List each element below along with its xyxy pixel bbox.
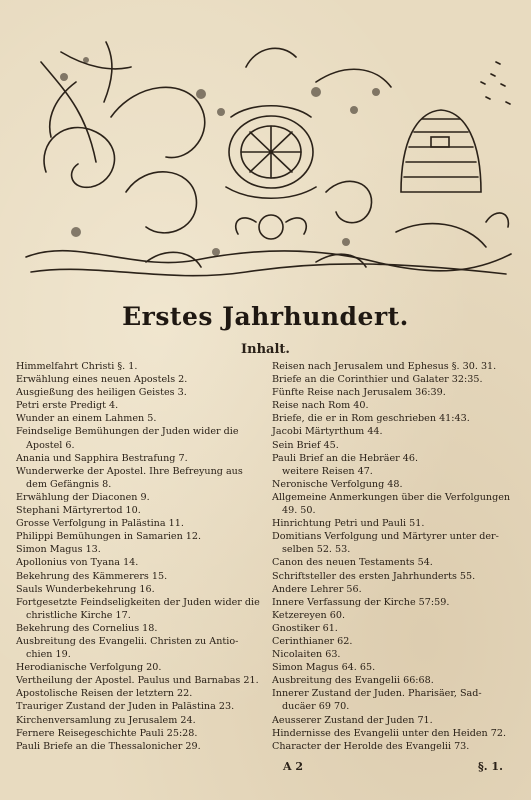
toc-entry: Ausgießung des heiligen Geistes 3. (16, 387, 187, 399)
toc-entry: Briefe, die er in Rom geschrieben 41:43. (272, 413, 470, 425)
toc-entry: Hinrichtung Petri und Pauli 51. (272, 518, 425, 530)
toc-entry: Innerer Zustand der Juden. Pharisäer, Sad- (272, 688, 482, 700)
toc-entry: Erwählung der Diaconen 9. (16, 491, 150, 503)
toc-entry: Simon Magus 64. 65. (272, 662, 376, 674)
toc-entry: Trauriger Zustand der Juden in Palästina 23. (16, 701, 235, 713)
ornamental-vignette-icon (16, 22, 516, 284)
page-footer (0, 760, 531, 776)
toc-entry-continuation: christliche Kirche 17. (26, 609, 131, 621)
toc-entry: Fortgesetzte Feindseligkeiten der Juden wider die (16, 596, 260, 608)
toc-entry: Ausbreitung des Evangelii. Christen zu Antio- (16, 635, 239, 647)
toc-entry: Fernere Reisegeschichte Pauli 25:28. (16, 727, 198, 739)
toc-entry: Schriftsteller des ersten Jahrhunderts 55. (272, 570, 476, 582)
toc-entry: Philippi Bemühungen in Samarien 12. (16, 531, 202, 543)
toc-entry-continuation: Apostel 6. (26, 439, 75, 451)
toc-entry: Jacobi Märtyrthum 44. (272, 426, 383, 438)
toc-entry: Fünfte Reise nach Jerusalem 36:39. (272, 387, 446, 399)
toc-entry: Petri erste Predigt 4. (16, 400, 119, 412)
toc-entry: Character der Herolde des Evangelii 73. (272, 740, 470, 752)
toc-entry: Wunderwerke der Apostel. Ihre Befreyung aus (16, 465, 243, 477)
toc-entry: Briefe an die Corinthier und Galater 32:35. (272, 374, 483, 386)
toc-entry: Sein Brief 45. (272, 439, 339, 451)
toc-entry: Stephani Märtyrertod 10. (16, 505, 141, 517)
toc-entry: Bekehrung des Cornelius 18. (16, 622, 158, 634)
toc-entry: Cerinthianer 62. (272, 635, 353, 647)
toc-entry: Domitians Verfolgung und Märtyrer unter der- (272, 531, 499, 543)
toc-entry: Reise nach Rom 40. (272, 400, 369, 412)
toc-entry: Erwählung eines neuen Apostels 2. (16, 374, 188, 386)
toc-entry: Feindselige Bemühungen der Juden wider die (16, 426, 239, 438)
toc-entry: Simon Magus 13. (16, 544, 101, 556)
toc-entry: Himmelfahrt Christi §. 1. (16, 361, 138, 372)
toc-entry: Herodianische Verfolgung 20. (16, 662, 162, 674)
toc-entry: Ausbreitung des Evangelii 66:68. (272, 675, 434, 687)
toc-left-column (16, 360, 263, 753)
toc-entry: Gnostiker 61. (272, 622, 338, 634)
toc-entry: Ketzereyen 60. (272, 609, 346, 621)
toc-entry: Kirchenversamlung zu Jerusalem 24. (16, 714, 196, 726)
toc-entry: Neronische Verfolgung 48. (272, 478, 403, 490)
toc-entry: Anania und Sapphira Bestrafung 7. (16, 452, 188, 464)
toc-entry: Andere Lehrer 56. (272, 583, 362, 595)
toc-entry-continuation: dem Gefängnis 8. (26, 478, 112, 490)
toc-entry: Canon des neuen Testaments 54. (272, 557, 433, 569)
toc-entry: Grosse Verfolgung in Palästina 11. (16, 518, 184, 530)
toc-entry: Innere Verfassung der Kirche 57:59. (272, 596, 450, 608)
toc-entry: Apollonius von Tyana 14. (16, 557, 139, 569)
toc-entry: Vertheilung der Apostel. Paulus und Barnabas 21. (16, 675, 259, 687)
chapter-title: Erstes Jahrhundert. (122, 302, 409, 331)
toc-right-column (272, 360, 517, 753)
toc-entry: Sauls Wunderbekehrung 16. (16, 583, 155, 595)
toc-entry: Bekehrung des Kämmerers 15. (16, 570, 168, 582)
toc-entry: Nicolaiten 63. (272, 649, 341, 661)
toc-entry: Aeusserer Zustand der Juden 71. (272, 714, 433, 726)
toc-entry: Allgemeine Anmerkungen über die Verfolgungen (272, 491, 511, 503)
toc-heading: Inhalt. (241, 342, 290, 357)
toc-entry: Pauli Briefe an die Thessalonicher 29. (16, 740, 201, 752)
signature-mark: A 2 (283, 760, 304, 773)
toc-entry: Wunder an einem Lahmen 5. (16, 413, 157, 425)
toc-entry: Hindernisse des Evangelii unter den Heiden 72. (272, 727, 507, 739)
toc-entry: Reisen nach Jerusalem und Ephesus §. 30. 31. (272, 361, 497, 372)
toc-entry-continuation: ducäer 69 70. (282, 701, 350, 713)
toc-entry-continuation: selben 52. 53. (282, 544, 351, 556)
toc-entry: Apostolische Reisen der letztern 22. (16, 688, 193, 700)
catchword: §. 1. (478, 760, 503, 773)
toc-entry-continuation: 49. 50. (282, 505, 316, 517)
toc-entry-continuation: chien 19. (26, 649, 71, 661)
toc-entry: Pauli Brief an die Hebräer 46. (272, 452, 419, 464)
toc-entry-continuation: weitere Reisen 47. (282, 465, 373, 477)
